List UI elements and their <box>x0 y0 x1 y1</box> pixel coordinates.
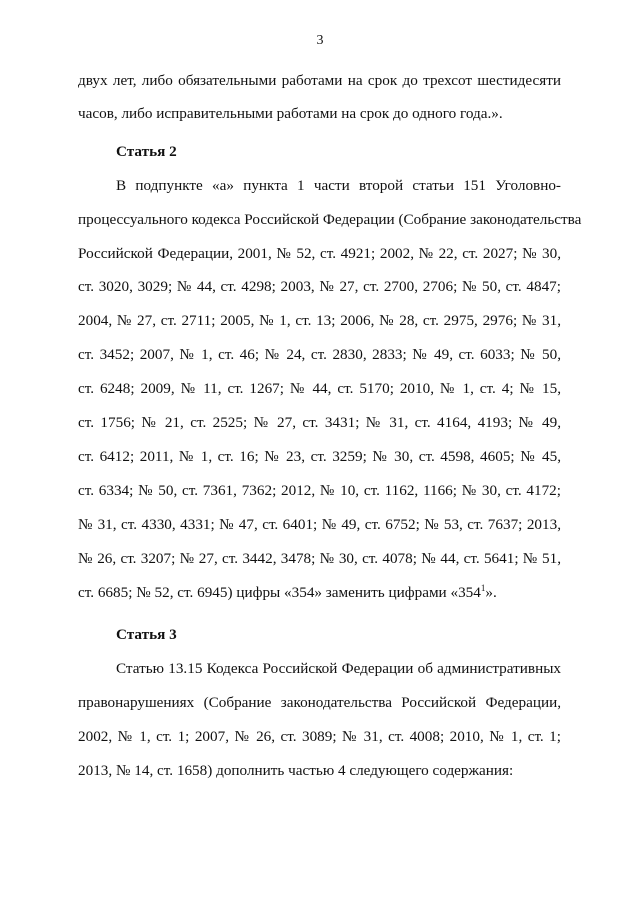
article-2-line-3: Российской Федерации, 2001, № 52, ст. 4921; 2002, № 22, ст. 2027; № 30, <box>78 245 561 262</box>
superscript: 1 <box>480 583 486 593</box>
article-2-line-7: ст. 6248; 2009, № 11, ст. 1267; № 44, ст. 5170; 2010, № 1, ст. 4; № 15, <box>78 380 561 397</box>
article-3-line-2: правонарушениях (Собрание законодательства Российской Федерации, <box>78 694 561 711</box>
intro-line-2: часов, либо исправительными работами на срок до одного года.». <box>78 105 503 122</box>
article-3-line-4: 2013, № 14, ст. 1658) дополнить частью 4 следующего содержания: <box>78 762 514 779</box>
article-2-line-1: В подпункте «а» пункта 1 части второй статьи 151 Уголовно- <box>116 177 561 194</box>
article-2-line-13 <box>78 583 561 603</box>
article-2-line-12: № 26, ст. 3207; № 27, ст. 3442, 3478; № 30, ст. 4078; № 44, ст. 5641; № 51, <box>78 550 561 567</box>
page-number: 3 <box>316 33 324 48</box>
article-2-line-10: ст. 6334; № 50, ст. 7361, 7362; 2012, № 10, ст. 1162, 1166; № 30, ст. 4172; <box>78 482 561 499</box>
article-2-line-4: ст. 3020, 3029; № 44, ст. 4298; 2003, № 27, ст. 2700, 2706; № 50, ст. 4847; <box>78 278 561 295</box>
article-2-line-8: ст. 1756; № 21, ст. 2525; № 27, ст. 3431; № 31, ст. 4164, 4193; № 49, <box>78 414 561 431</box>
article-2-line-13-end: ». <box>485 584 497 601</box>
article-2-line-5: 2004, № 27, ст. 2711; 2005, № 1, ст. 13; 2006, № 28, ст. 2975, 2976; № 31, <box>78 312 561 329</box>
intro-line-1: двух лет, либо обязательными работами на срок до трехсот шестидесяти <box>78 72 561 89</box>
article-3-line-1: Статью 13.15 Кодекса Российской Федерации об административных <box>116 660 561 677</box>
article-3-heading: Статья 3 <box>116 626 177 643</box>
article-2-line-13-text: ст. 6685; № 52, ст. 6945) цифры «354» заменить цифрами «354 <box>78 584 481 601</box>
article-3-line-3: 2002, № 1, ст. 1; 2007, № 26, ст. 3089; № 31, ст. 4008; 2010, № 1, ст. 1; <box>78 728 561 745</box>
article-2-line-9: ст. 6412; 2011, № 1, ст. 16; № 23, ст. 3259; № 30, ст. 4598, 4605; № 45, <box>78 448 561 465</box>
article-2-line-2: процессуального кодекса Российской Федерации (Собрание законодательства <box>78 211 582 228</box>
article-2-heading: Статья 2 <box>116 143 177 160</box>
article-2-line-6: ст. 3452; 2007, № 1, ст. 46; № 24, ст. 2830, 2833; № 49, ст. 6033; № 50, <box>78 346 561 363</box>
article-2-line-11: № 31, ст. 4330, 4331; № 47, ст. 6401; № 49, ст. 6752; № 53, ст. 7637; 2013, <box>78 516 561 533</box>
